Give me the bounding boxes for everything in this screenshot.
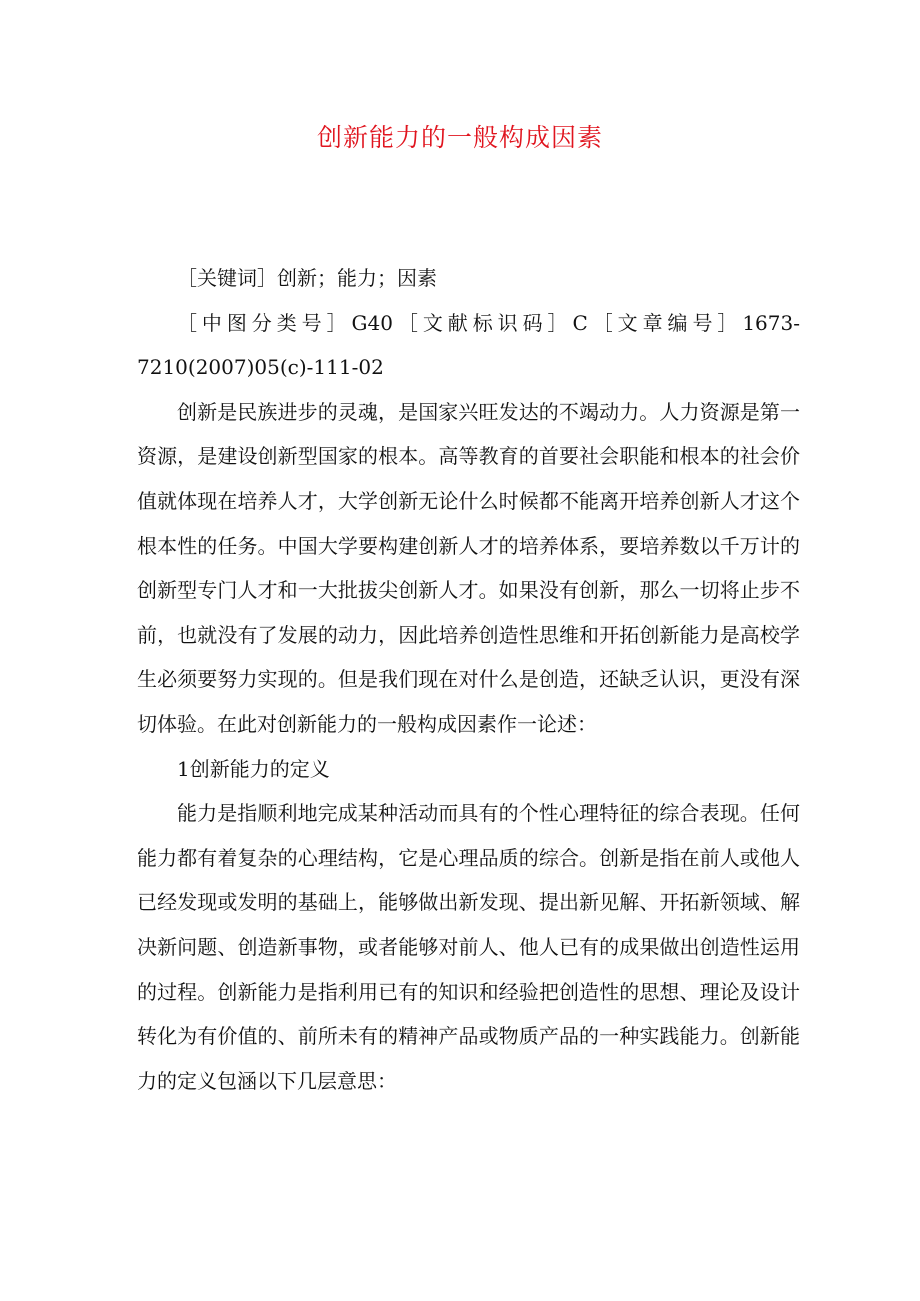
document-title: 创新能力的一般构成因素	[316, 123, 603, 152]
classification-line: ［中图分类号］G40［文献标识码］C［文章编号］1673-7210(2007)05(c)-111-02	[137, 310, 800, 380]
paragraph-intro: 创新是民族进步的灵魂，是国家兴旺发达的不竭动力。人力资源是第一资源，是建设创新型国家的根本。高等教育的首要社会职能和根本的社会价值就体现在培养人才，大学创新无论什么时候都不能离开培养创新人才这个根本性的任务。中国大学要构建创新人才的培养体系，要培养数以千万计的创新型专门人才和一大批拔尖创新人才。如果没有创新，那么一切将止步不前，也就没有了发展的动力，因此培养创造性思维和开拓创新能力是高校学生必须要努力实现的。但是我们现在对什么是创造，还缺乏认识，更没有深切体验。在此对创新能力的一般构成因素作一论述：	[137, 399, 800, 736]
section-heading: 1创新能力的定义	[177, 756, 330, 781]
paragraph-definition: 能力是指顺利地完成某种活动而具有的个性心理特征的综合表现。任何能力都有着复杂的心理结构，它是心理品质的综合。创新是指在前人或他人已经发现或发明的基础上，能够做出新发现、提出新见解、开拓新领域、解决新问题、创造新事物，或者能够对前人、他人已有的成果做出创造性运用的过程。创新能力是指利用已有的知识和经验把创造性的思想、理论及设计转化为有价值的、前所未有的精神产品或物质产品的一种实践能力。创新能力的定义包涵以下几层意思：	[137, 801, 800, 1093]
keywords-line: ［关键词］创新；能力；因素	[177, 266, 437, 290]
document-body	[137, 256, 800, 1103]
